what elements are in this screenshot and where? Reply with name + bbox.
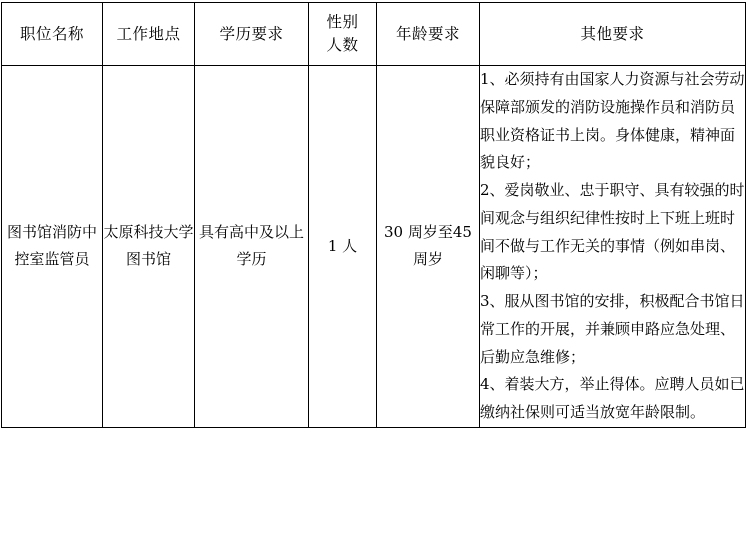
column-header-other: [480, 3, 746, 66]
column-header-education-label: 学历要求: [219, 24, 284, 43]
requirement-item-1: 1、必须持有由国家人力资源与社会劳动保障部颁发的消防设施操作员和消防员职业资格证书上岗。身体健康，精神面貌良好；: [480, 70, 745, 172]
cell-education: 具有高中及以上学历: [195, 66, 309, 428]
column-header-age-label: 年龄要求: [395, 24, 460, 43]
cell-other-requirements: [480, 66, 746, 428]
document-page: [0, 2, 746, 560]
column-header-location-label: 工作地点: [116, 24, 181, 43]
requirement-item-2: 2、爱岗敬业、忠于职守、具有较强的时间观念与组织纪律性按时上下班上班时间不做与工作无关的事情（例如串岗、闲聊等）；: [480, 181, 745, 283]
column-header-education: [195, 3, 309, 66]
table-header-row: [2, 3, 746, 66]
requirement-item-4: 4、着装大方，举止得体。应聘人员如已缴纳社保则可适当放宽年龄限制。: [480, 375, 745, 421]
column-header-count-label: 人数: [326, 36, 359, 54]
table-row: [2, 66, 746, 428]
cell-age: 30 周岁至45 周岁: [377, 66, 480, 428]
column-header-location: [103, 3, 195, 66]
column-header-age: [377, 3, 480, 66]
table-header: [2, 3, 746, 66]
column-header-position-label: 职位名称: [19, 24, 84, 43]
cell-location: 太原科技大学图书馆: [103, 66, 195, 428]
cell-gender-count: 1 人: [309, 66, 377, 428]
column-header-position: [2, 3, 103, 66]
column-header-gender-count: [309, 3, 377, 66]
job-requirements-table: [1, 2, 746, 428]
cell-position: 图书馆消防中控室监管员: [2, 66, 103, 428]
column-header-gender-label: 性别: [326, 12, 359, 31]
column-header-other-label: 其他要求: [580, 24, 645, 43]
requirement-item-3: 3、服从图书馆的安排，积极配合书馆日常工作的开展，并兼顾申路应急处理、后勤应急维修；: [480, 292, 745, 366]
table-body: [2, 66, 746, 428]
